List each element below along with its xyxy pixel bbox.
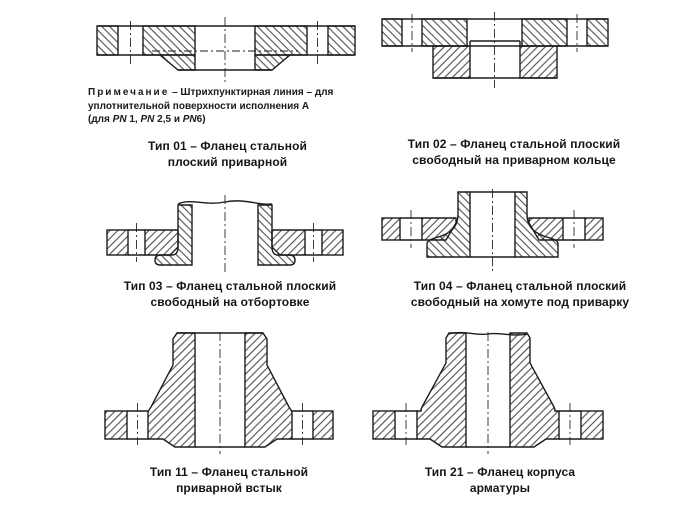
- flange-type-01-caption: Тип 01 – Фланец стальной плоский приварной: [148, 139, 307, 169]
- flange-type-21-drawing: [370, 331, 610, 456]
- flange-type-02-figure: [378, 8, 610, 93]
- flange-type-01-figure: [95, 8, 360, 86]
- flange-type-03-drawing: [100, 190, 345, 275]
- flange-type-04-caption: Тип 04 – Фланец стальной плоский свободный на хомуте под приварку: [410, 279, 630, 309]
- flange-type-11-drawing: [98, 331, 340, 456]
- weld-neck-flange-section-hatched: [105, 333, 333, 447]
- flange-type-02-caption: Тип 02 – Фланец стальной плоский свободный на приварном кольце: [407, 137, 621, 167]
- flange-outline: [97, 26, 355, 70]
- flange-type-03-figure: [100, 190, 345, 275]
- note-line-3: (для PN 1, PN 2,5 и PN6): [88, 114, 206, 125]
- flange-type-21-caption: Тип 21 – Фланец корпуса арматуры: [424, 465, 576, 495]
- note-text: [88, 86, 376, 127]
- flange-type-04-figure: [372, 188, 612, 274]
- welded-ring-section-hatched: [433, 46, 557, 78]
- flange-type-01-drawing: [95, 8, 360, 86]
- flange-section-hatched: [97, 26, 355, 70]
- flange-type-11-figure: [98, 331, 340, 456]
- flange-type-21-figure: [370, 331, 610, 456]
- flange-type-03-caption: Тип 03 – Фланец стальной плоский свободный на отбортовке: [123, 279, 337, 309]
- note-line-2: уплотнительной поверхности исполнения А: [88, 100, 310, 112]
- flange-outline: [382, 19, 608, 78]
- note-label: Примечание: [88, 87, 170, 98]
- loose-flange-section-hatched: [382, 19, 608, 46]
- flange-type-11-caption: Тип 11 – Фланец стальной приварной встык: [149, 465, 309, 495]
- flange-type-04-drawing: [372, 188, 612, 274]
- flange-type-02-drawing: [378, 8, 610, 93]
- note-line-1: Примечание – Штрихпунктирная линия – для: [88, 87, 334, 98]
